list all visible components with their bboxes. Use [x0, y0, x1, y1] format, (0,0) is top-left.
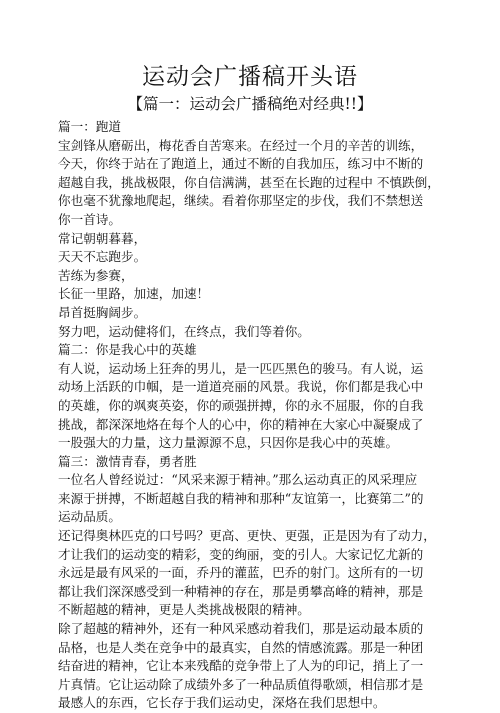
text-line: 昂首挺胸阔步。 — [58, 304, 147, 320]
text-line: 苦练为参赛， — [58, 267, 134, 283]
text-line: 结奋进的精神，它让本来残酷的竞争带上了人为的印记，捎上了一 — [58, 658, 424, 674]
text-line: 片真情。它让运动除了成绩外多了一种品质值得歌颂，相信那才是 — [58, 676, 424, 692]
text-line: 最感人的东西，它长存于我们运动史，深烙在我们思想中。 — [58, 695, 386, 711]
text-line: 你一首诗。 — [58, 211, 121, 227]
text-line: 今天，你终于站在了跑道上，通过不断的自我加压，练习中不断的 — [58, 156, 424, 172]
text-line: 挑战，都深深地烙在每个人的心中，你的精神在大家心中凝聚成了 — [58, 416, 424, 432]
text-line: 长征一里路，加速，加速！ — [58, 286, 210, 302]
text-line: 宝剑锋从磨砺出，梅花香自苦寒来。在经过一个月的辛苦的训练， — [58, 137, 424, 153]
text-line: 来源于拼搏，不断超越自我的精神和那种“友谊第一，比赛第二”的 — [58, 490, 424, 506]
text-line: 有人说，运动场上狂奔的男儿，是一匹匹黑色的骏马。有人说，运 — [58, 360, 424, 376]
text-line: 篇一：跑道 — [58, 119, 121, 134]
text-line: 篇三：激情青春，勇者胜 — [58, 453, 197, 469]
text-line: 一位名人曾经说过：“风采来源于精神。”那么运动真正的风采理应 — [58, 472, 418, 488]
text-line: 的英雄，你的飒爽英姿，你的顽强拼搏，你的永不屈服，你的自我 — [58, 397, 424, 413]
document-subtitle: 【篇一：运动会广播稿绝对经典!!】 — [127, 95, 373, 113]
text-line: 才让我们的运动变的精彩，变的绚丽，变的引人。大家记忆尤新的 — [58, 546, 424, 562]
text-line: 努力吧，运动健将们，在终点，我们等着你。 — [58, 323, 310, 339]
text-line: 不断超越的精神，更是人类挑战极限的精神。 — [58, 602, 310, 618]
text-line: 都让我们深深感受到一种精神的存在，那是勇攀高峰的精神，那是 — [58, 583, 424, 599]
text-line: 篇二：你是我心中的英雄 — [58, 342, 197, 358]
text-line: 品格，也是人类在竞争中的最真实，自然的情感流露。那是一种团 — [58, 639, 424, 655]
text-line: 常记朝朝暮暮， — [58, 230, 147, 246]
text-line: 天天不忘跑步。 — [58, 249, 147, 265]
text-line: 运动品质。 — [58, 509, 121, 525]
text-line: 动场上活跃的巾帼，是一道道亮丽的风景。我说，你们都是我心中 — [58, 379, 424, 395]
text-line: 超越自我，挑战极限，你自信满满，甚至在长跑的过程中 不慎跌倒， — [58, 174, 440, 190]
text-line: 一股强大的力量，这力量源源不息，只因你是我心中的英雄。 — [58, 435, 399, 451]
text-line: 还记得奥林匹克的口号吗？更高、更快、更强，正是因为有了动力， — [58, 528, 436, 544]
document-title: 运动会广播稿开头语 — [142, 64, 358, 90]
document-body — [58, 118, 448, 713]
text-line: 永远是最有风采的一面，乔丹的灌蓝，巴乔的射门。这所有的一切 — [58, 565, 424, 581]
text-line: 除了超越的精神外，还有一种风采感动着我们，那是运动最本质的 — [58, 621, 424, 637]
text-line: 你也毫不犹豫地爬起，继续。看着你那坚定的步伐，我们不禁想送 — [58, 193, 424, 209]
